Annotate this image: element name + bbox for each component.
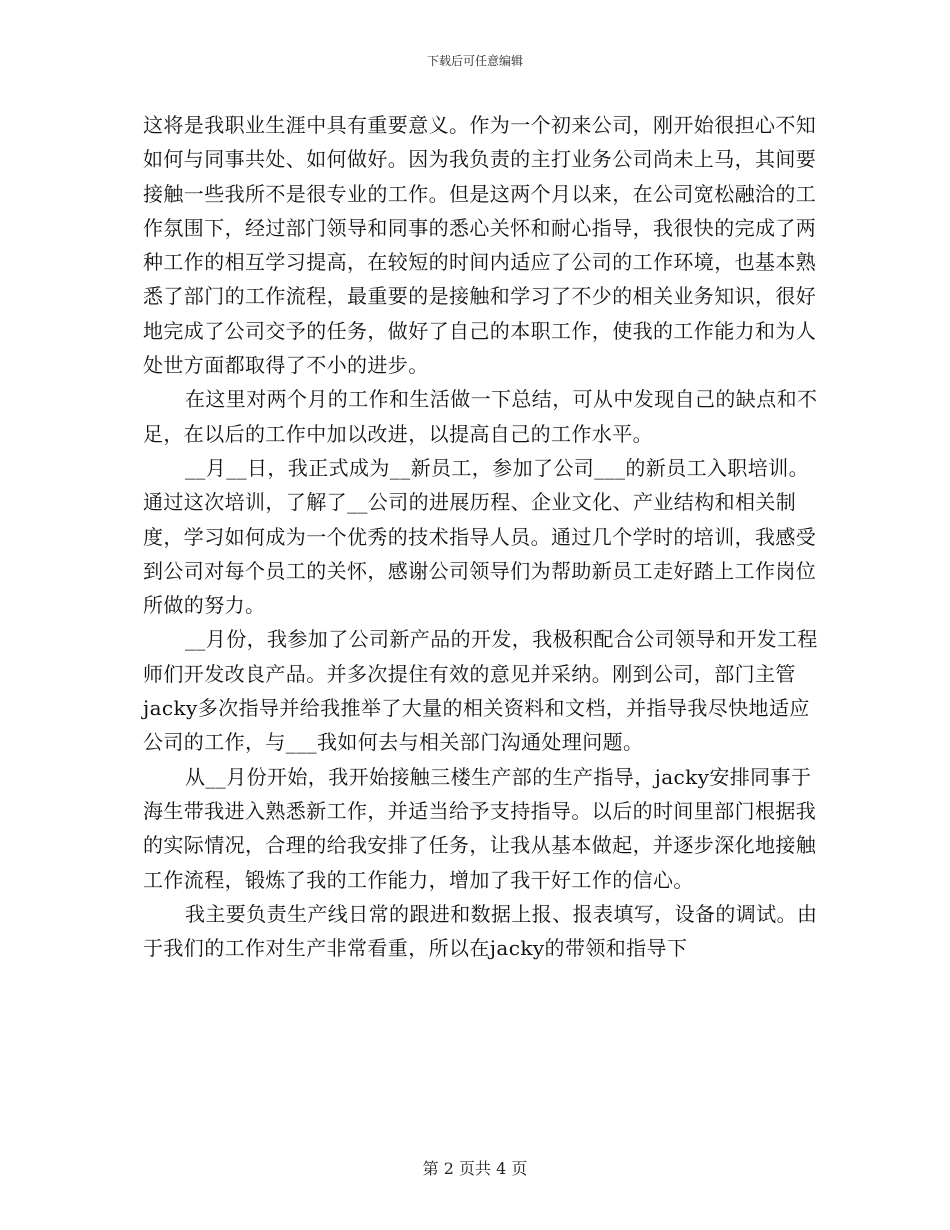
paragraph-2: 在这里对两个月的工作和生活做一下总结，可从中发现自己的缺点和不足，在以后的工作中加以改进，以提高自己的工作水平。 (143, 387, 818, 446)
paragraph-4: __月份，我参加了公司新产品的开发，我极积配合公司领导和开发工程师们开发改良产品。并多次提住有效的意见并采纳。刚到公司，部门主管jacky多次指导并给我推举了大量的相关资料和文档，并指导我尽快地适应公司的工作，与___我如何去与相关部门沟通处理问题。 (143, 627, 818, 755)
paragraph-5: 从__月份开始，我开始接触三楼生产部的生产指导，jacky安排同事于海生带我进入熟悉新工作，并适当给予支持指导。以后的时间里部门根据我的实际情况，合理的给我安排了任务，让我从基本做起，并逐步深化地接触工作流程，锻炼了我的工作能力，增加了我干好工作的信心。 (143, 764, 817, 892)
paragraph-1: 这将是我职业生涯中具有重要意义。作为一个初来公司，刚开始很担心不知如何与同事共处、如何做好。因为我负责的主打业务公司尚未上马，其间要接触一些我所不是很专业的工作。但是这两个月以来，在公司宽松融洽的工作氛围下，经过部门领导和同事的悉心关怀和耐心指导，我很快的完成了两种工作的相互学习提高，在较短的时间内适应了公司的工作环境，也基本熟悉了部门的工作流程，最重要的是接触和学习了不少的相关业务知识，很好地完成了公司交予的任务，做好了自己的本职工作，使我的工作能力和为人处世方面都取得了不小的进步。 (143, 113, 817, 378)
page-header: 下载后可任意编辑 (426, 54, 523, 68)
document-body (143, 108, 823, 965)
paragraph-3: __月__日，我正式成为__新员工，参加了公司___的新员工入职培训。通过这次培训，了解了__公司的进展历程、企业文化、产业结构和相关制度，学习如何成为一个优秀的技术指导人员。通过几个学时的培训，我感受到公司对每个员工的关怀，感谢公司领导们为帮助新员工走好踏上工作岗位所做的努力。 (143, 455, 817, 618)
page-footer: 第 2 页共 4 页 (422, 1159, 528, 1178)
paragraph-6: 我主要负责生产线日常的跟进和数据上报、报表填写，设备的调试。由于我们的工作对生产非常看重，所以在jacky的带领和指导下 (143, 901, 818, 961)
